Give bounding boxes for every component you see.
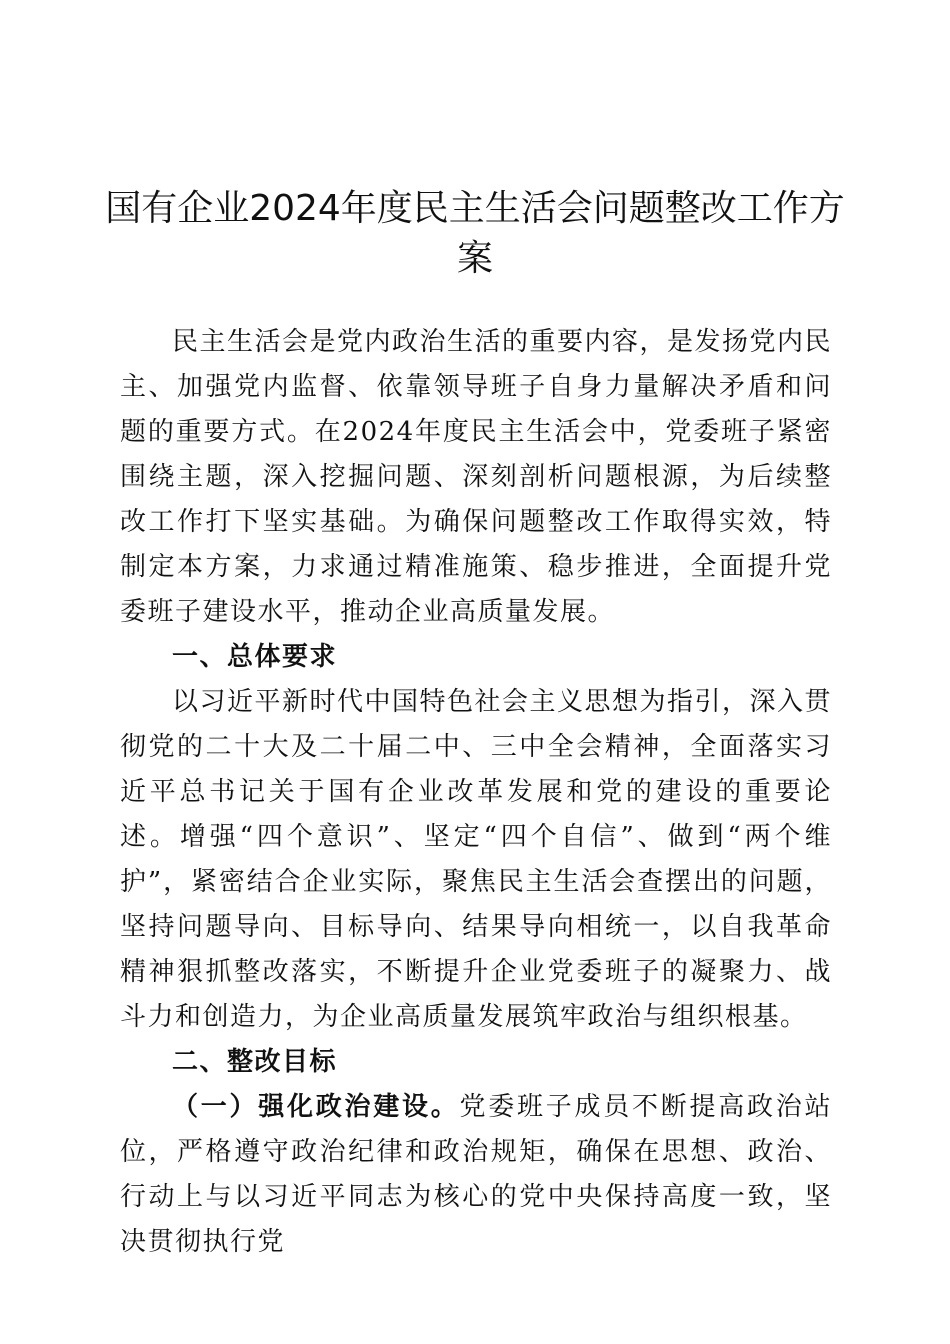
section-heading-general-requirements: 一、总体要求 bbox=[172, 642, 338, 672]
intro-paragraph: 民主生活会是党内政治生活的重要内容，是发扬党内民主、加强党内监督、依靠领导班子自身力量解决矛盾和问题的重要方式。在2024年度民主生活会中，党委班子紧密围绕主题，深入挖掘问题、深刻剖析问题根源，为后续整改工作打下坚实基础。为确保问题整改工作取得实效，特制定本方案，力求通过精准施策、稳步推进，全面提升党委班子建设水平，推动企业高质量发展。 bbox=[120, 327, 833, 627]
section-heading-rectification-goals: 二、整改目标 bbox=[172, 1047, 338, 1077]
goal-item-text: 党委班子成员不断提高政治站位，严格遵守政治纪律和政治规矩，确保在思想、政治、行动上与以习近平同志为核心的党中央保持高度一致，坚决贯彻执行党 bbox=[120, 1092, 832, 1257]
goal-item-lead: （一）强化政治建设。 bbox=[172, 1092, 460, 1122]
document-body bbox=[120, 320, 832, 1265]
general-requirements-paragraph: 以习近平新时代中国特色社会主义思想为指引，深入贯彻党的二十大及二十届二中、三中全会精神，全面落实习近平总书记关于国有企业改革发展和党的建设的重要论述。增强“四个意识”、坚定“四个自信”、做到“两个维护”，紧密结合企业实际，聚焦民主生活会查摆出的问题，坚持问题导向、目标导向、结果导向相统一，以自我革命精神狠抓整改落实，不断提升企业党委班子的凝聚力、战斗力和创造力，为企业高质量发展筑牢政治与组织根基。 bbox=[120, 687, 833, 1032]
goal-item-paragraph bbox=[120, 1085, 832, 1265]
document-title: 国有企业2024年度民主生活会问题整改工作方案 bbox=[105, 188, 845, 279]
